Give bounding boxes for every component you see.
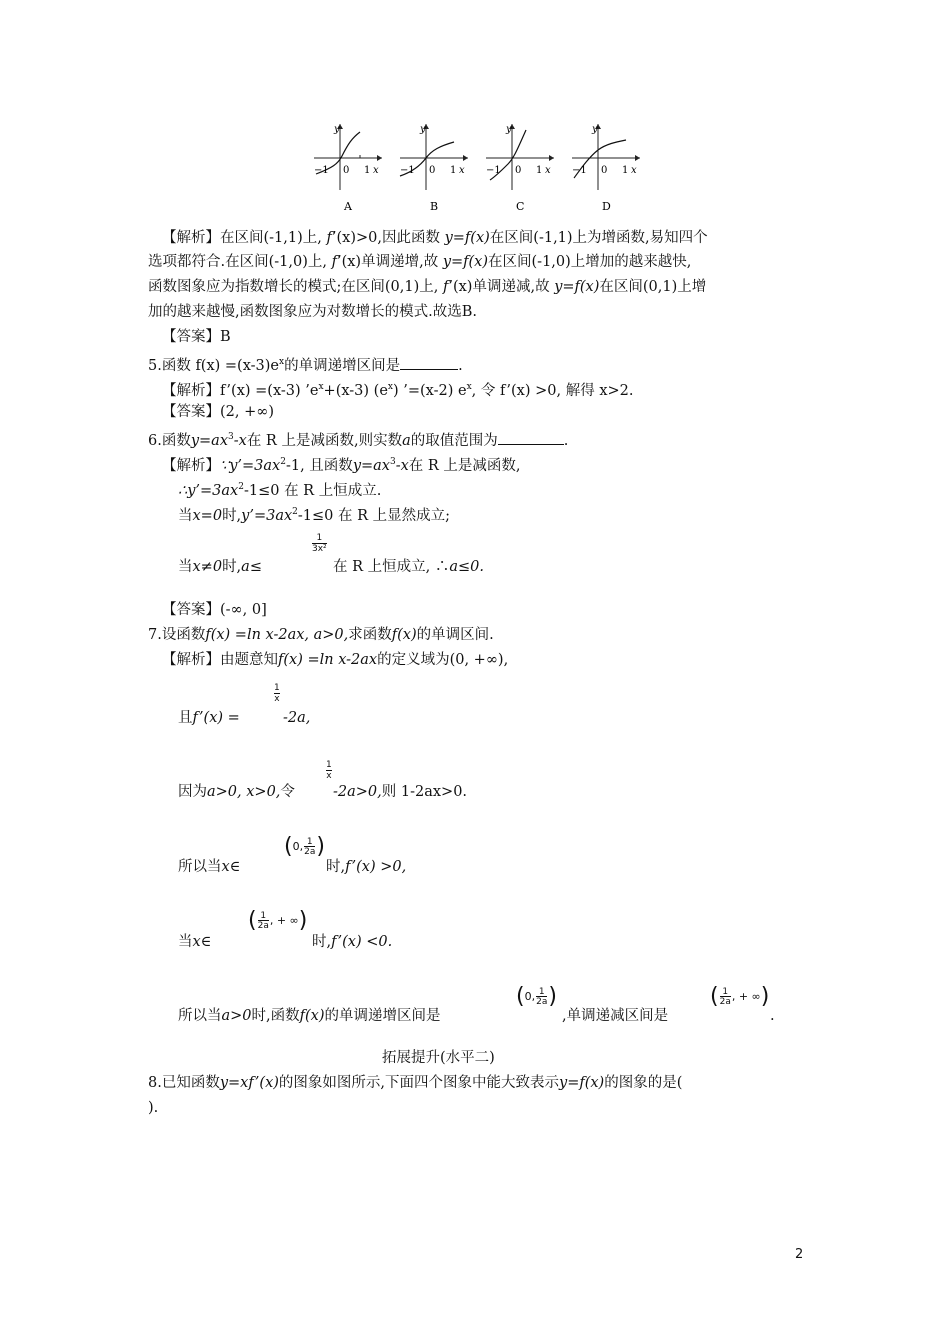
graph-d-tick-neg: −1 — [572, 165, 587, 176]
graph-a-ylabel: y — [334, 124, 340, 135]
q7-solution-line-1: 【解析】由题意知f(x) =ln x-2ax的定义域为(0, +∞), — [162, 652, 509, 668]
graph-d-tick-pos: 1 — [622, 165, 629, 176]
q7-fraction-2: $\frac{1}{x}$ — [326, 760, 332, 781]
q7-interval-2: ($\frac{1}{2a}$, + ∞) — [248, 908, 308, 933]
graph-a — [314, 124, 382, 213]
q8-stem-line-2: ). — [148, 1100, 159, 1116]
q6-answer: 【答案】(-∞, 0] — [162, 602, 267, 618]
q7-solution-line-4-tail: 时,f’(x) >0, — [326, 859, 407, 875]
q4-solution-tag: 【解析】 — [162, 230, 220, 246]
q5-answer: 【答案】(2, +∞) — [162, 404, 274, 420]
section-title: 拓展提升(水平二) — [382, 1050, 495, 1066]
graph-b-tick-neg: −1 — [400, 165, 415, 176]
graph-a-tick-neg: −1 — [314, 165, 329, 176]
graph-c-xlabel: x — [545, 165, 551, 176]
q7-solution-line-5-tail: 时,f’(x) <0. — [312, 934, 393, 950]
graph-a-tick-pos: 1 — [364, 165, 371, 176]
q5-solution: 【解析】f’(x) =(x-3) $’e^x+(x-3)$ $(e^x)$ ’=(x-2) $e^x$, 令 f’(x) >0, 解得 x>2. — [162, 382, 634, 399]
q6-stem: 6.函数$y=ax^3-x$在 R 上是减函数,则实数a的取值范围为 . — [148, 432, 569, 449]
graph-b-caption: B — [430, 200, 439, 213]
page-number: 2 — [795, 1247, 804, 1262]
q7-interval-4: ($\frac{1}{2a}$, + ∞) — [710, 984, 770, 1009]
q4-solution-line-3: 函数图象应为指数增长的模式;在区间(0,1)上, f’(x)单调递减,故 y=f(x)在区间(0,1)上增 — [148, 279, 707, 295]
q7-solution-line-6: 所以当a>0时,函数f(x)的单调递增区间是 — [178, 1008, 441, 1024]
graph-b-ylabel: y — [420, 124, 426, 135]
graph-c-tick-neg: −1 — [486, 165, 501, 176]
q6-solution-line-4-tail: 在 R 上恒成立, ∴a≤0. — [333, 559, 484, 575]
q6-solution-line-3: 当x=0时$,y’=3ax^2-1\le 0$ 在 R 上显然成立; — [178, 507, 451, 524]
q5-answer-blank[interactable] — [400, 357, 458, 370]
function-graphs-figure — [310, 118, 650, 228]
graph-a-xlabel: x — [373, 165, 379, 176]
q7-solution-line-6-end: . — [770, 1008, 775, 1024]
q7-solution-line-3-tail: -2a>0,则 1-2ax>0. — [333, 784, 468, 800]
q4-answer: 【答案】B — [162, 329, 231, 345]
q7-solution-line-5: 当x∈ — [178, 934, 212, 950]
q4-solution-line-4: 加的越来越慢,函数图象应为对数增长的模式.故选B. — [148, 304, 477, 320]
q6-answer-blank[interactable] — [498, 432, 564, 445]
graph-d-xlabel: x — [631, 165, 637, 176]
graph-b-tick-pos: 1 — [450, 165, 457, 176]
graph-c-tick-zero: 0 — [515, 165, 522, 176]
q6-solution-line-1: 【解析】$\because y’=3ax^2-1$, 且函数$y=ax^3-x$在 R 上是减函数, — [162, 457, 521, 474]
q5-stem: 5.函数 $f(x) =(x-3)e^x$的单调递增区间是 . — [148, 357, 463, 374]
q7-solution-line-2: 且f’(x) = — [178, 710, 240, 726]
graph-c-tick-pos: 1 — [536, 165, 543, 176]
q7-solution-line-6-mid: ,单调递减区间是 — [562, 1008, 669, 1024]
graph-b-xlabel: x — [459, 165, 465, 176]
graph-d-tick-zero: 0 — [601, 165, 608, 176]
graph-c-caption: C — [516, 200, 525, 213]
q7-solution-line-2-tail: -2a, — [283, 710, 311, 726]
q8-stem-line-1: 8.已知函数y=xf’(x)的图象如图所示,下面四个图象中能大致表示y=f(x)的图象的是( — [148, 1075, 683, 1091]
graph-b-tick-zero: 0 — [429, 165, 436, 176]
q7-interval-1: $(0,\frac{1}{2a})$ — [284, 834, 325, 859]
q4-solution-line-2: 选项都符合.在区间(-1,0)上, f’(x)单调递增,故 y=f(x)在区间(-1,0)上增加的越来越快, — [148, 254, 692, 270]
graph-c-ylabel: y — [506, 124, 512, 135]
q7-solution-line-3: 因为a>0, x>0,令 — [178, 784, 295, 800]
q6-solution-line-4: 当x≠0时,a≤ — [178, 559, 262, 575]
q7-fraction-1: $\frac{1}{x}$ — [274, 683, 280, 704]
graph-a-caption: A — [344, 200, 352, 213]
graph-d-ylabel: y — [592, 124, 598, 135]
q4-solution-line-1: 【解析】在区间(-1,1)上, f’(x)>0,因此函数 y=f(x)在区间(-1,1)上为增函数,易知四个 — [162, 230, 708, 246]
graph-b — [400, 124, 468, 213]
graph-d — [572, 124, 640, 213]
q7-interval-3: $(0,\frac{1}{2a})$ — [516, 984, 557, 1009]
graph-d-caption: D — [602, 200, 611, 213]
q6-fraction: $\frac{1}{\text{3x²}}$ — [312, 533, 327, 554]
q6-solution-line-2: $\therefore y’=3ax^2-1\le 0$ 在 R 上恒成立. — [178, 482, 382, 499]
q7-stem: 7.设函数f(x) =ln x-2ax, a>0,求函数f(x)的单调区间. — [148, 627, 494, 643]
graph-a-tick-zero: 0 — [343, 165, 350, 176]
graph-c — [486, 124, 554, 213]
q7-solution-line-4: 所以当x∈ — [178, 859, 241, 875]
